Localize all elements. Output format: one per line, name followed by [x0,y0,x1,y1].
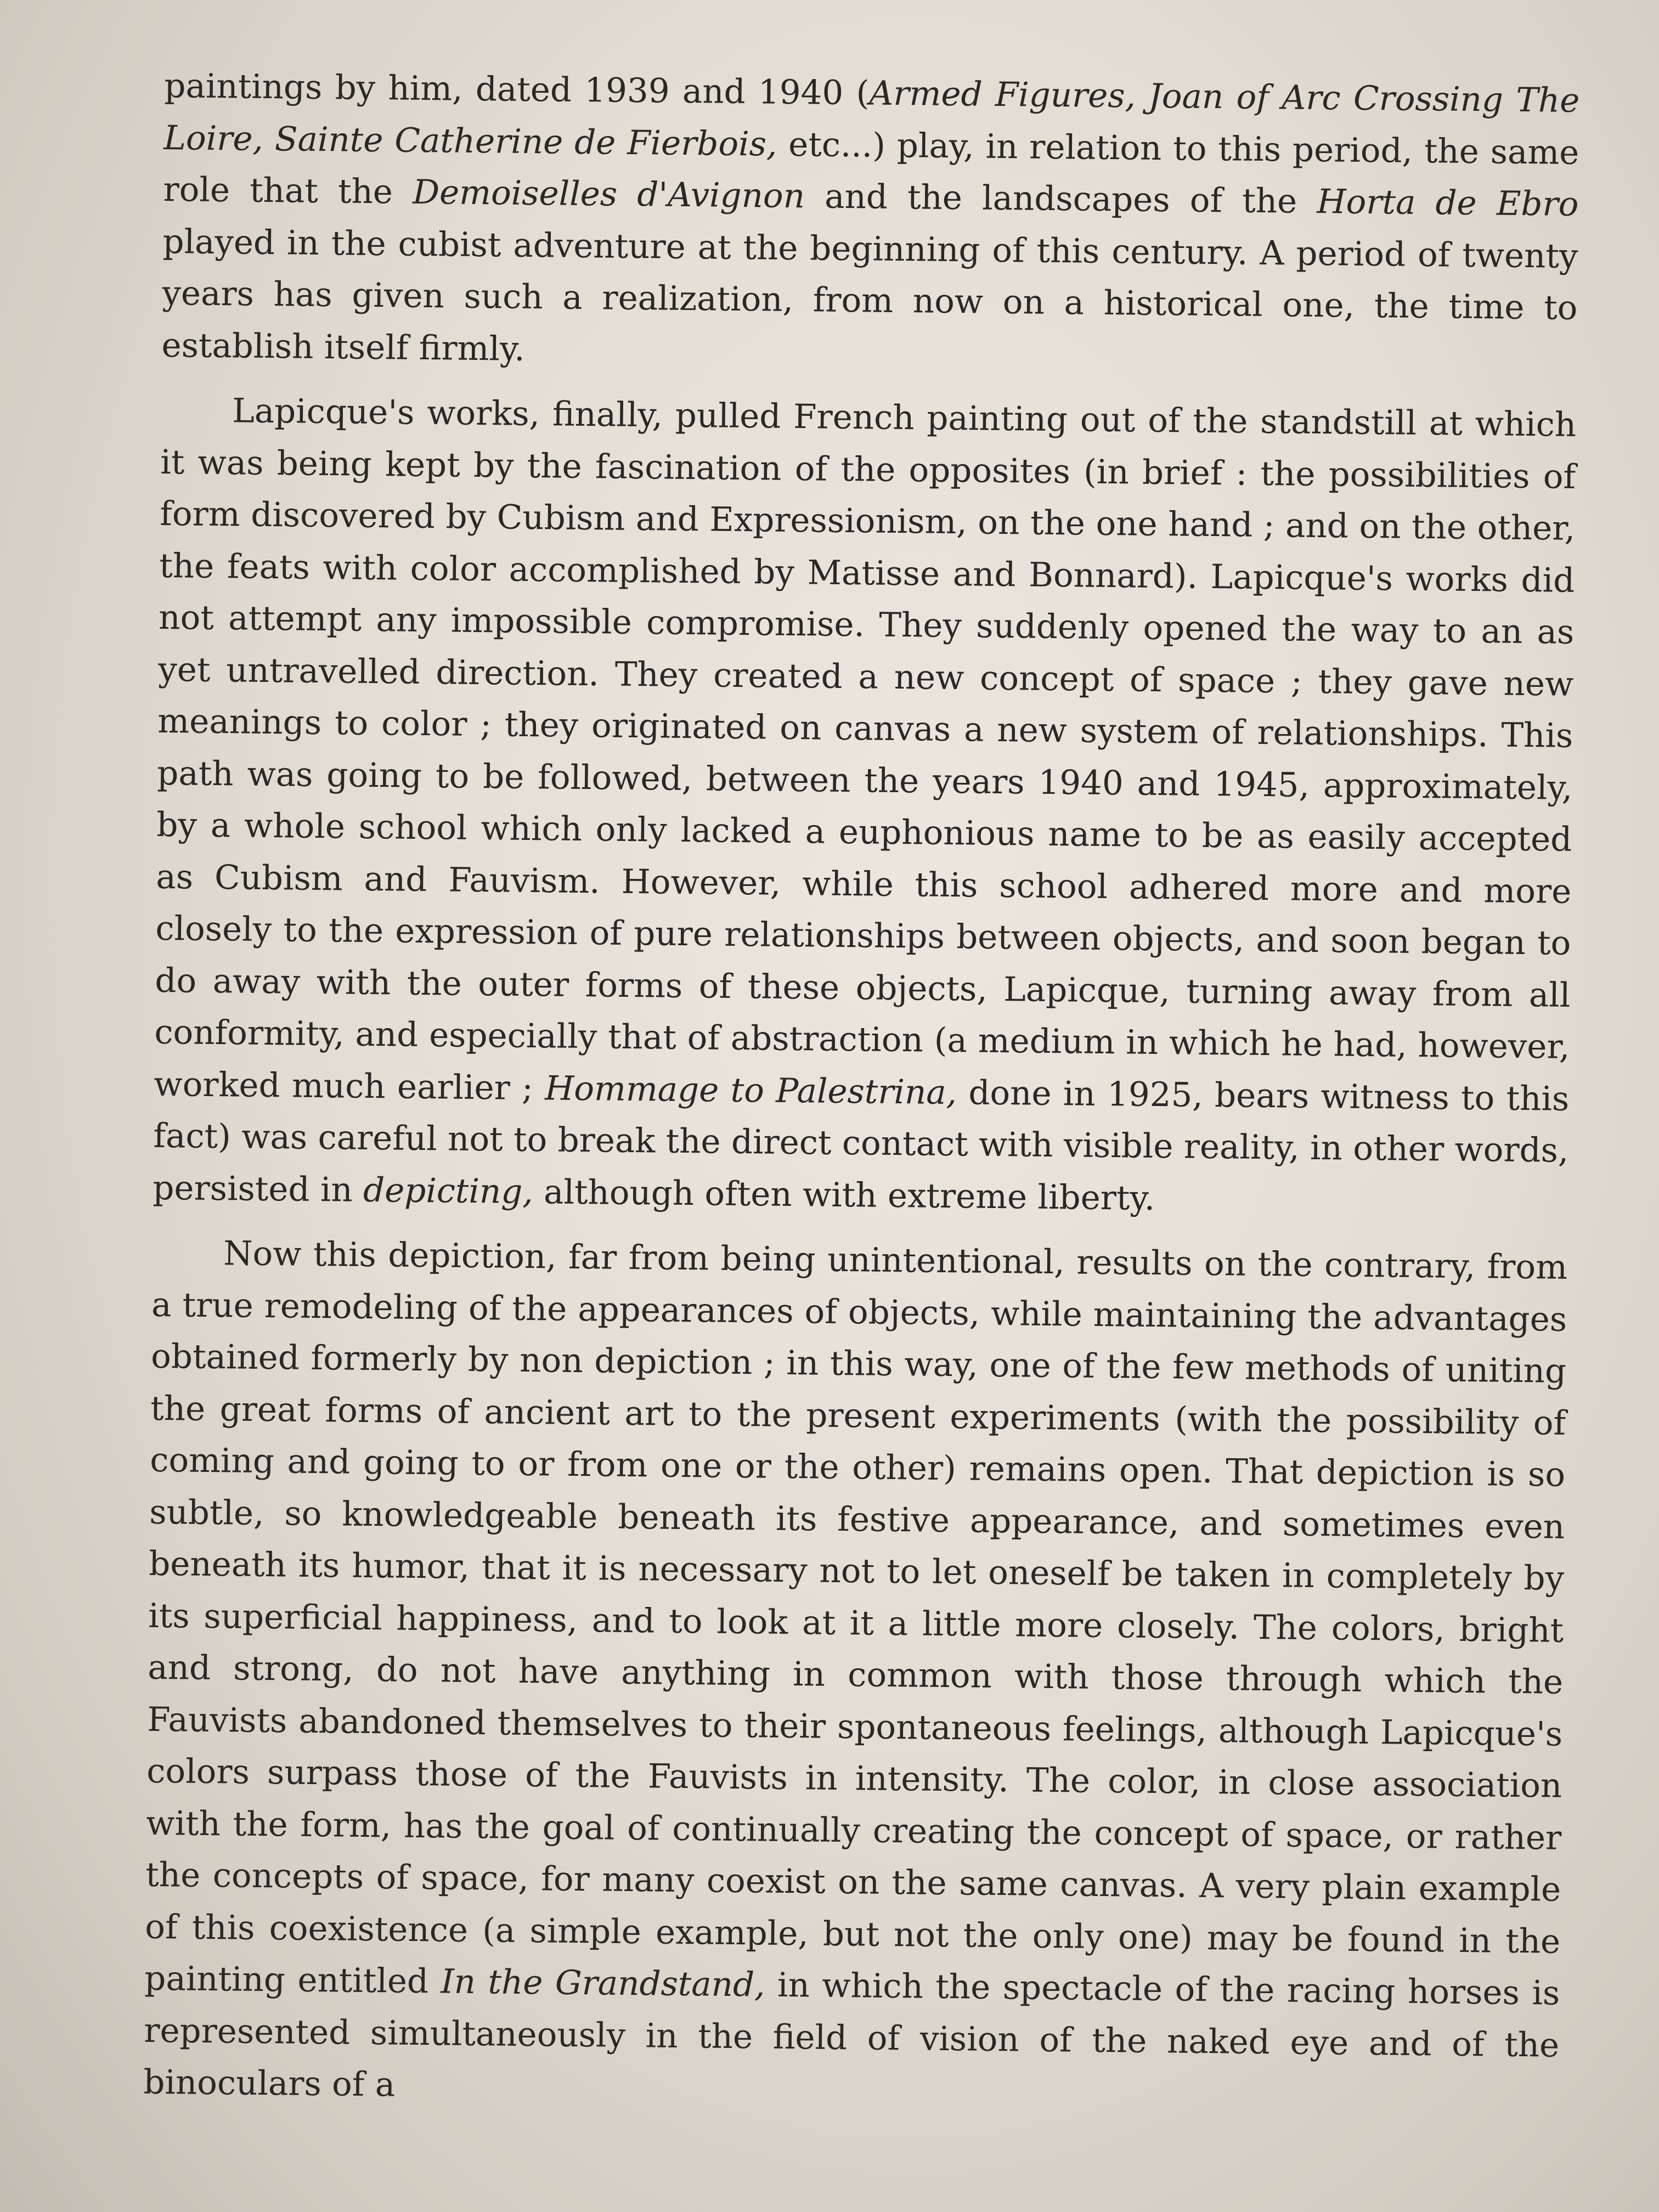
paragraph-text: etc...) play, in relation to this period, the same role that the [163,125,1579,212]
paragraph-text: and the landscapes of the [804,177,1317,222]
paragraph [153,385,1577,1229]
italic-title-text: depicting, [363,1170,534,1211]
italic-title-text: Hommage to Palestrina, [544,1068,957,1112]
paragraph-text: done in 1925, bears witness to this fact) was careful not to break the direct contact with visible reality, in other words, persisted in [153,1073,1570,1210]
paragraph-text: paintings by him, dated 1939 and 1940 ( [164,66,870,113]
italic-title-text: Demoiselles d'Avignon [412,172,805,216]
paragraph-text: although often with extreme liberty. [533,1172,1155,1218]
paragraph-text: in which the spectacle of the racing horses is represented simultaneously in the field of vision of the naked eye and of the binoculars of a [143,1965,1560,2104]
paragraph-text: Now this depiction, far from being unintentional, results on the contrary, from a true remodeling of the appearances of objects, while maintaining the advantages obtained formerly by non depiction ; in this way, one of the few methods of uniting the great forms of ancient art to the present experiments (with the possibility of coming and going to or from one or the other) remains open. That depiction is so subtle, so knowledgeable beneath its festive appearance, and sometimes even beneath its humor, that it is necessary not to let oneself be taken in completely by its superficial happiness, and to look at it a little more closely. The colors, bright and strong, do not have anything in common with those through which the Fauvists abandoned themselves to their spontaneous feelings, although Lapicque's colors surpass those of the Fauvists in intensity. The color, in close association with the form, has the goal of continually creating the concept of space, or rather the concepts of space, for many coexist on the same canvas. A very plain example of this coexistence (a simple example, but not the only one) may be found in the painting entitled [144,1234,1568,2001]
paragraph-text: Lapicque's works, finally, pulled French painting out of the standstill at which it was being kept by the fascination of the opposites (in brief : the possibilities of form discovered by Cubism and Expressionism, on the one hand ; and on the other, the feats with color accomplished by Matisse and Bonnard). Lapicque's works did not attempt any impossible compromise. They suddenly opened the way to an as yet untravelled direction. They created a new concept of space ; they gave new meanings to color ; they originated on canvas a new system of relationships. This path was going to be followed, between the years 1940 and 1945, approximately, by a whole school which only lacked a euphonious name to be as easily accepted as Cubism and Fauvism. However, while this school adhered more and more closely to the expression of pure relationships between objects, and soon began to do away with the outer forms of these objects, Lapicque, turning away from all conformity, and especially that of abstraction (a medium in which he had, however, worked much earlier ; [154,391,1577,1108]
italic-title-text: Horta de Ebro [1317,182,1579,224]
italic-title-text: In the Grandstand, [441,1962,765,2005]
paragraph [161,60,1580,386]
paragraph-text: played in the cubist adventure at the beginning of this century. A period of twenty years has given such a realization, from now on a historical one, the time to establish itself firmly. [161,222,1578,369]
body-text [143,60,1580,2123]
paragraph [143,1227,1568,2123]
book-page [143,60,1580,2136]
italic-title-text: Armed Figures, Joan of Arc Crossing The Loire, Sainte Catherine de Fierbois, [163,74,1580,164]
